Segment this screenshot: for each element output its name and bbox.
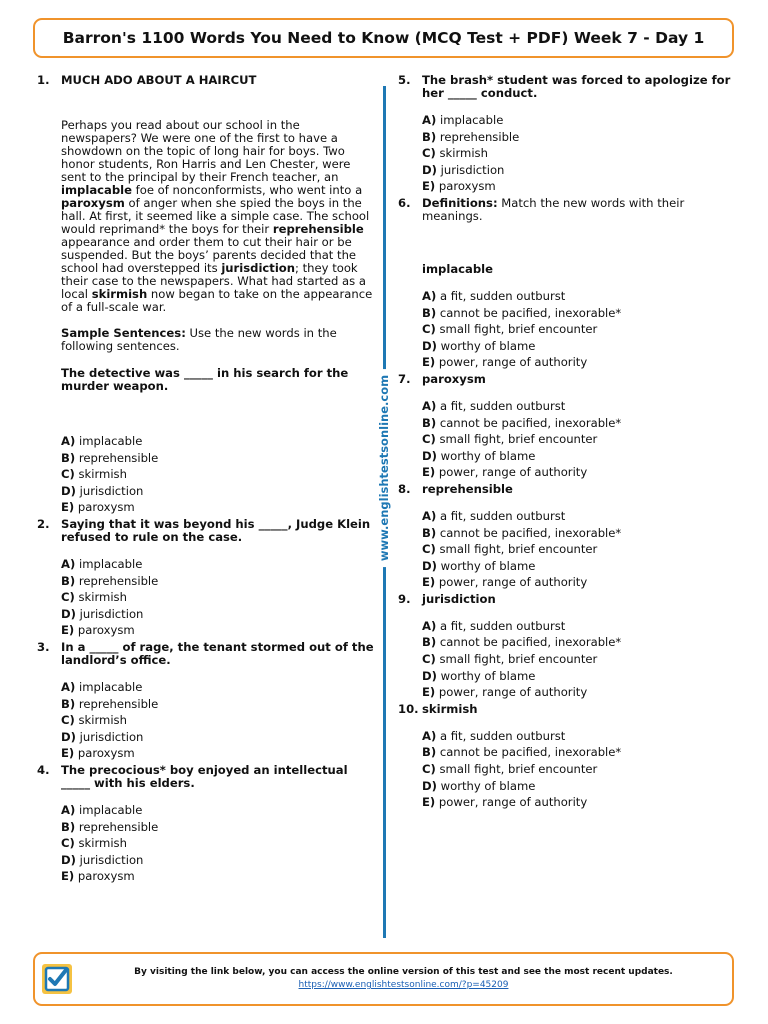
answer-option[interactable] [422,794,738,811]
answer-option[interactable] [61,450,377,467]
question-number: 9. [398,591,411,606]
answer-option[interactable] [61,622,377,639]
option-letter: B) [61,819,76,834]
answer-option[interactable] [422,178,738,195]
option-letter: E) [61,746,75,761]
option-text: a fit, sudden outburst [439,618,566,633]
online-test-link[interactable]: https://www.englishtestsonline.com/?p=45209 [298,980,509,990]
option-text: worthy of blame [440,448,536,463]
option-text: cannot be pacified, inexorable* [439,635,622,650]
option-letter: A) [422,288,437,303]
option-letter: B) [422,635,437,650]
option-text: jurisdiction [79,483,144,498]
option-text: small fight, brief encounter [439,322,598,337]
option-text: implacable [78,802,143,817]
answer-options [61,802,377,885]
option-letter: D) [422,448,437,463]
site-watermark: www.englishtestsonline.com [377,369,391,567]
answer-option[interactable] [422,321,738,338]
left-column [37,74,377,885]
option-letter: A) [422,728,437,743]
option-letter: A) [422,618,437,633]
option-text: jurisdiction [79,729,144,744]
answer-option[interactable] [61,696,377,713]
question-4 [37,764,377,885]
answer-option[interactable] [61,729,377,746]
answer-options [61,679,377,762]
option-letter: C) [422,762,436,777]
option-text: small fight, brief encounter [439,652,598,667]
option-letter: B) [422,745,437,760]
option-text: small fight, brief encounter [439,762,598,777]
question-text: In a _____ of rage, the tenant stormed out of the landlord’s office. [61,639,374,667]
question-number: 3. [37,639,50,654]
question-number: 5. [398,73,411,87]
question-text: The brash* student was forced to apologize for her _____ conduct. [422,73,731,100]
vocab-word: jurisdiction [221,261,296,275]
option-letter: D) [61,483,76,498]
option-text: small fight, brief encounter [439,432,598,447]
option-letter: C) [422,432,436,447]
definitions-text: Match the new words with their meanings. [422,195,685,223]
option-text: jurisdiction [79,606,144,621]
question-10 [398,703,738,811]
answer-option[interactable] [422,129,738,146]
answer-options [422,618,738,701]
passage-text: Perhaps you read about our school in the newspapers? We were one of the first to have a showdown on the topic of long hair for boys. Two honor students, Ron Harris and Len Chester, were sent to the principal by their French teacher, an [61,118,351,184]
definition-word: jurisdiction [422,591,496,606]
answer-option[interactable] [61,745,377,762]
option-text: power, range of authority [438,355,588,370]
answer-option[interactable] [61,433,377,450]
question-1 [37,74,377,516]
option-text: paroxysm [77,500,135,515]
option-letter: C) [61,467,75,482]
option-text: reprehensible [439,129,520,144]
reading-passage [61,119,377,314]
option-text: implacable [78,679,143,694]
option-letter: B) [61,696,76,711]
option-letter: D) [61,852,76,867]
answer-option[interactable] [422,761,738,778]
answer-option[interactable] [422,464,738,481]
option-text: skirmish [78,590,127,605]
answer-option[interactable] [422,778,738,795]
option-text: cannot be pacified, inexorable* [439,525,622,540]
answer-option[interactable] [61,802,377,819]
answer-options [422,398,738,481]
option-letter: E) [61,623,75,638]
option-text: reprehensible [78,819,159,834]
footer-banner [33,952,734,1006]
answer-option[interactable] [422,354,738,371]
vocab-word: skirmish [91,287,148,301]
option-text: paroxysm [438,179,496,194]
option-letter: D) [61,606,76,621]
answer-option[interactable] [422,508,738,525]
option-text: a fit, sudden outburst [439,728,566,743]
definitions-instructions [422,197,738,223]
sample-label: Sample Sentences: [61,326,186,340]
definition-word: paroxysm [422,371,486,386]
question-5 [398,74,738,195]
passage-text: ; they took their case to the newspapers. What had started as a local [61,261,366,301]
option-letter: D) [422,558,437,573]
option-text: reprehensible [78,573,159,588]
question-text: Saying that it was beyond his _____, Judge Klein refused to rule on the case. [61,516,371,544]
question-3 [37,641,377,762]
option-letter: A) [422,398,437,413]
question-2 [37,518,377,639]
answer-options [422,728,738,811]
vocab-word: implacable [61,183,132,197]
option-letter: B) [422,525,437,540]
passage-text: of anger when she spied the boys in the hall. At first, it seemed like a simple case. The school would reprimand* the boys for their [61,196,370,236]
option-letter: D) [422,668,437,683]
answer-option[interactable] [61,835,377,852]
option-letter: C) [422,146,436,161]
option-letter: B) [422,129,437,144]
option-letter: A) [422,508,437,523]
answer-option[interactable] [422,618,738,635]
question-number: 1. [37,73,50,87]
option-text: a fit, sudden outburst [439,508,566,523]
option-letter: E) [422,795,436,810]
answer-option[interactable] [422,431,738,448]
answer-option[interactable] [61,606,377,623]
option-letter: E) [422,179,436,194]
option-text: implacable [78,556,143,571]
option-text: power, range of authority [438,685,588,700]
passage-text: appearance and order them to cut their hair or be suspended. But the boys’ parents decided that the school had overstepped its [61,235,357,275]
option-letter: E) [422,465,436,480]
answer-options [422,508,738,591]
option-text: skirmish [78,467,127,482]
checkbox-check-icon [41,963,73,995]
option-text: implacable [78,434,143,448]
answer-option[interactable] [422,541,738,558]
option-text: skirmish [78,836,127,851]
option-text: skirmish [439,146,488,161]
option-letter: C) [422,652,436,667]
answer-option[interactable] [422,162,738,179]
question-number: 10. [398,701,419,716]
option-letter: A) [61,556,76,571]
sample-text: Use the new words in the following sentences. [61,326,337,353]
option-text: cannot be pacified, inexorable* [439,745,622,760]
answer-option[interactable] [422,305,738,322]
answer-option[interactable] [422,338,738,355]
question-number: 8. [398,481,411,496]
option-letter: A) [61,802,76,817]
definition-word: skirmish [422,701,478,716]
option-text: paroxysm [77,869,135,884]
option-text: jurisdiction [79,852,144,867]
question-number: 4. [37,762,50,777]
answer-option[interactable] [422,145,738,162]
option-text: cannot be pacified, inexorable* [439,305,622,320]
answer-options [61,433,377,516]
answer-option[interactable] [422,668,738,685]
option-letter: B) [61,450,76,465]
option-text: skirmish [78,713,127,728]
definition-word: implacable [422,261,493,276]
answer-option[interactable] [61,499,377,516]
option-text: small fight, brief encounter [439,542,598,557]
answer-option[interactable] [61,556,377,573]
passage-text: foe of nonconformists, who went into a [131,183,363,197]
answer-option[interactable] [422,574,738,591]
option-text: paroxysm [77,623,135,638]
answer-option[interactable] [422,288,738,305]
answer-option[interactable] [61,589,377,606]
option-letter: E) [422,685,436,700]
answer-options [61,556,377,639]
option-text: implacable [439,113,504,127]
answer-option[interactable] [61,852,377,869]
option-letter: B) [422,305,437,320]
answer-option[interactable] [422,448,738,465]
answer-option[interactable] [61,573,377,590]
answer-option[interactable] [61,679,377,696]
option-letter: E) [422,355,436,370]
passage-title: MUCH ADO ABOUT A HAIRCUT [61,73,257,87]
right-column [398,74,738,811]
option-text: worthy of blame [440,778,536,793]
option-letter: C) [61,590,75,605]
option-letter: B) [61,573,76,588]
question-number: 6. [398,195,411,210]
answer-option[interactable] [422,558,738,575]
answer-option[interactable] [422,525,738,542]
answer-option[interactable] [422,415,738,432]
option-text: cannot be pacified, inexorable* [439,415,622,430]
question-6 [398,197,738,371]
option-letter: E) [422,575,436,590]
question-number: 2. [37,516,50,531]
answer-option[interactable] [422,651,738,668]
option-text: paroxysm [77,746,135,761]
option-letter: D) [422,338,437,353]
answer-option[interactable] [422,398,738,415]
vocab-word: paroxysm [61,196,125,210]
definition-word: reprehensible [422,481,513,496]
answer-option[interactable] [61,466,377,483]
answer-option[interactable] [61,712,377,729]
option-letter: D) [61,729,76,744]
option-letter: C) [422,322,436,337]
option-text: jurisdiction [440,162,505,177]
option-letter: C) [61,713,75,728]
answer-option[interactable] [422,744,738,761]
vocab-word: reprehensible [272,222,364,236]
question-8 [398,483,738,591]
answer-option[interactable] [61,819,377,836]
question-text: The detective was _____ in his search for the murder weapon. [61,366,349,393]
passage-text: now began to take on the appearance of a full-scale war. [61,287,373,314]
question-7 [398,373,738,481]
answer-options [422,112,738,195]
option-letter: A) [61,679,76,694]
footer-note: By visiting the link below, you can access the online version of this test and see the most recent updates. [134,967,673,977]
option-text: power, range of authority [438,795,588,810]
option-letter: D) [422,162,437,177]
answer-option[interactable] [422,634,738,651]
option-text: worthy of blame [440,338,536,353]
answer-option[interactable] [61,483,377,500]
answer-option[interactable] [61,868,377,885]
option-letter: E) [61,500,75,515]
option-text: power, range of authority [438,465,588,480]
definitions-label: Definitions: [422,195,498,210]
answer-option[interactable] [422,684,738,701]
option-text: reprehensible [78,696,159,711]
option-letter: B) [422,415,437,430]
option-text: reprehensible [78,450,159,465]
option-letter: A) [422,113,437,127]
question-9 [398,593,738,701]
option-text: worthy of blame [440,668,536,683]
option-letter: A) [61,434,76,448]
option-text: a fit, sudden outburst [439,288,566,303]
option-text: worthy of blame [440,558,536,573]
answer-option[interactable] [422,728,738,745]
option-text: a fit, sudden outburst [439,398,566,413]
option-text: power, range of authority [438,575,588,590]
sample-instructions [61,327,377,353]
question-text: The precocious* boy enjoyed an intellectual _____ with his elders. [61,762,348,790]
answer-options [422,288,738,371]
answer-option[interactable] [422,112,738,129]
option-letter: C) [61,836,75,851]
option-letter: D) [422,778,437,793]
question-number: 7. [398,371,411,386]
option-letter: C) [422,542,436,557]
page-title: Barron's 1100 Words You Need to Know (MCQ Test + PDF) Week 7 - Day 1 [33,18,734,58]
option-letter: E) [61,869,75,884]
